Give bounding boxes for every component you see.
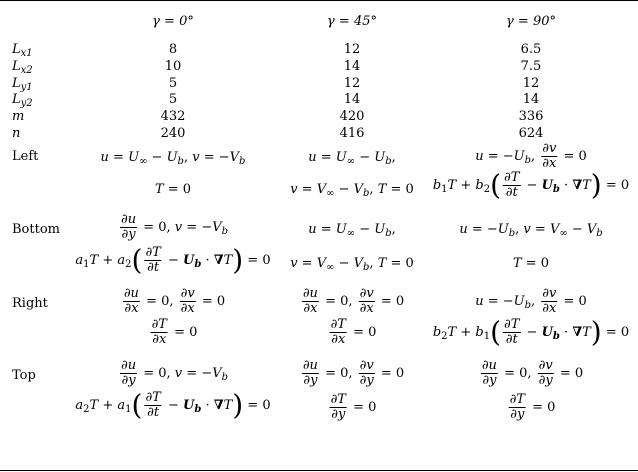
param-value: 240 — [160, 126, 186, 141]
eq-left-g0-b: T = 0 — [154, 182, 192, 197]
eq-top-g90-b: $\frac{\partial T}{\partial y}$ = 0 — [509, 392, 556, 422]
eq-right-g90-a: $u = -U_b$, $\frac{\partial v}{\partial x}$ = 0 — [475, 286, 587, 316]
header-gamma-90: γ = 90° — [506, 14, 556, 29]
eq-left-g45-a: $u = U_\infty - U_b$, — [308, 150, 396, 167]
param-value: 14 — [522, 92, 540, 107]
param-value: 6.5 — [520, 42, 542, 57]
param-value: 432 — [160, 109, 186, 124]
eq-right-g45-a: $\frac{\partial u}{\partial x}$ = 0, $\frac{\partial v}{\partial x}$ = 0 — [302, 286, 405, 316]
eq-right-g90-b: $b_2T + b_1$( $\frac{\partial T}{\partial t}$ − $U_b \cdot \nabla T) = 0$ — [432, 315, 630, 349]
param-value: 5 — [168, 76, 178, 91]
param-value: 12 — [343, 42, 361, 57]
row-label-right: Right — [12, 296, 48, 311]
param-value: 14 — [343, 92, 361, 107]
eq-bottom-g45-a: $u = U_\infty - U_b$, — [308, 222, 396, 239]
eq-bottom-g0-a: $\frac{\partial u}{\partial y}$ = 0, $v = -V_b$ — [120, 212, 229, 242]
eq-bottom-g90-a: $u = -U_b$, $v = V_\infty - V_b$ — [459, 222, 603, 239]
eq-bottom-g90-b: T = 0 — [512, 256, 550, 271]
row-label-bottom: Bottom — [12, 222, 60, 237]
param-value: 336 — [518, 109, 544, 124]
row-label-top: Top — [12, 368, 36, 383]
param-value: 416 — [339, 126, 365, 141]
row-label-left: Left — [12, 149, 39, 164]
header-gamma-45: γ = 45° — [327, 14, 377, 29]
param-value: 10 — [164, 59, 182, 74]
param-value: 420 — [339, 109, 365, 124]
param-value: 14 — [343, 59, 361, 74]
param-label: n — [12, 126, 21, 141]
param-label: $L_{y1}$ — [12, 76, 33, 93]
eq-right-g0-a: $\frac{\partial u}{\partial x}$ = 0, $\frac{\partial v}{\partial x}$ = 0 — [123, 286, 226, 316]
param-value: 8 — [168, 42, 178, 57]
eq-top-g90-a: $\frac{\partial u}{\partial y}$ = 0, $\frac{\partial v}{\partial y}$ = 0 — [481, 358, 584, 388]
header-gamma-0: γ = 0° — [152, 14, 194, 29]
param-label: $L_{x1}$ — [12, 42, 33, 59]
eq-bottom-g0-b: $a_1T + a_2$( $\frac{\partial T}{\partial t}$ − $U_b \cdot \nabla T) = 0$ — [75, 243, 271, 277]
bottom-rule — [0, 470, 638, 471]
param-label: $L_{x2}$ — [12, 59, 33, 76]
param-value: 624 — [518, 126, 544, 141]
eq-right-g0-b: $\frac{\partial T}{\partial x}$ = 0 — [151, 317, 198, 347]
param-label: $L_{y2}$ — [12, 92, 33, 109]
top-rule — [0, 0, 638, 1]
param-label: m — [12, 109, 25, 124]
eq-top-g45-a: $\frac{\partial u}{\partial y}$ = 0, $\frac{\partial v}{\partial y}$ = 0 — [302, 358, 405, 388]
eq-left-g0-a: $u = U_\infty - U_b$, $v = -V_b$ — [100, 150, 246, 167]
eq-bottom-g45-b: $v = V_\infty - V_b$, T = 0 — [290, 256, 414, 273]
param-value: 12 — [343, 76, 361, 91]
eq-left-g90-a: $u = -U_b$, $\frac{\partial v}{\partial x}$ = 0 — [475, 141, 587, 171]
param-value: 7.5 — [520, 59, 542, 74]
eq-left-g45-b: $v = V_\infty - V_b$, T = 0 — [290, 182, 414, 199]
eq-top-g45-b: $\frac{\partial T}{\partial y}$ = 0 — [330, 392, 377, 422]
param-value: 12 — [522, 76, 540, 91]
eq-top-g0-a: $\frac{\partial u}{\partial y}$ = 0, $v = -V_b$ — [120, 358, 229, 388]
eq-left-g90-b: $b_1T + b_2$( $\frac{\partial T}{\partial t}$ − $U_b \cdot \nabla T) = 0$ — [432, 168, 630, 202]
eq-right-g45-b: $\frac{\partial T}{\partial x}$ = 0 — [330, 317, 377, 347]
eq-top-g0-b: $a_2T + a_1$( $\frac{\partial T}{\partial t}$ − $U_b \cdot \nabla T) = 0$ — [75, 388, 271, 422]
param-value: 5 — [168, 92, 178, 107]
